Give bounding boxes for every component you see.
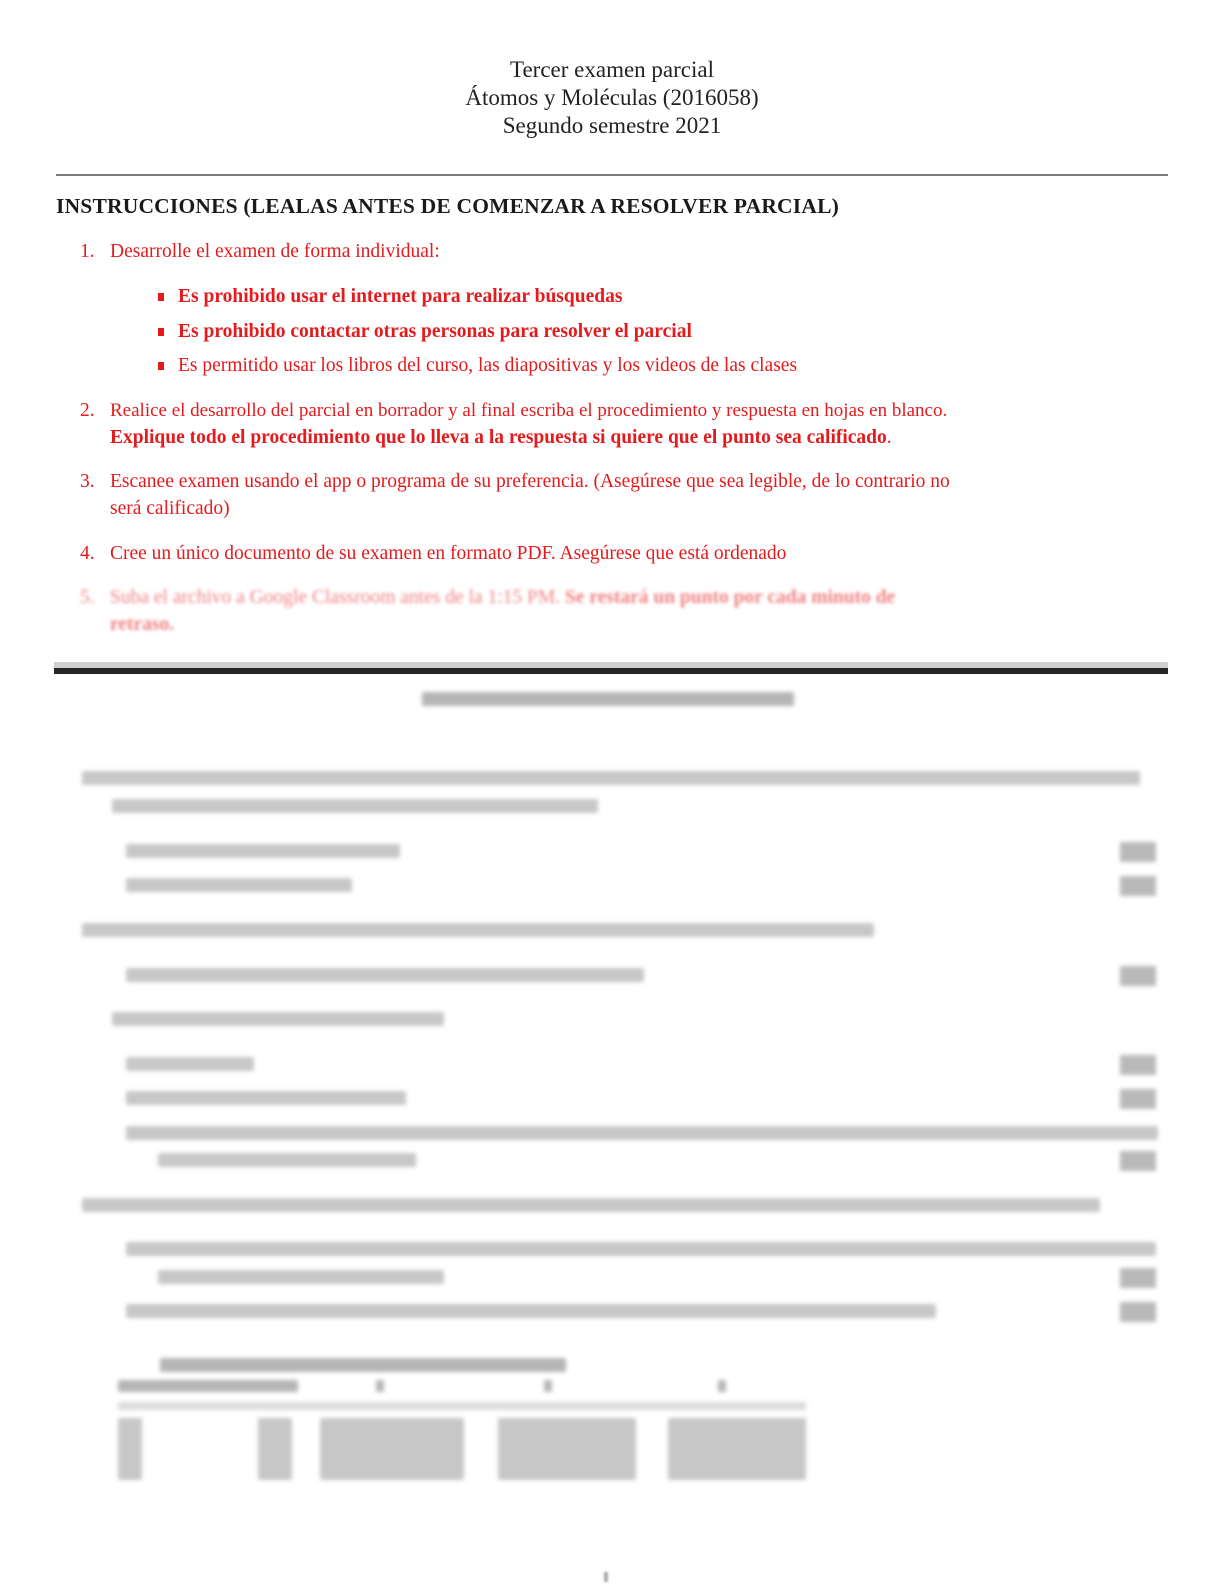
blurred-line (112, 799, 598, 813)
semester: Segundo semestre 2021 (502, 113, 722, 138)
blurred-points (1120, 966, 1156, 986)
blurred-line (126, 1057, 254, 1071)
item-text: Escanee examen usando el app o programa de su preferencia. (Asegúrese que sea legible, de lo contrario no (110, 471, 950, 492)
blurred-table-rows (320, 1418, 464, 1480)
blurred-line (82, 1198, 1100, 1212)
item-bold-cont: retraso. (110, 614, 175, 635)
page-number (604, 1572, 608, 1582)
blurred-line (82, 771, 1140, 785)
item-number: 5. (80, 587, 95, 608)
item-text: Suba el archivo a Google Classroom antes de la 1:15 PM. (110, 587, 561, 608)
bullet-icon (158, 328, 164, 336)
blurred-table-title (160, 1358, 566, 1372)
blurred-points (1120, 876, 1156, 896)
blurred-points (1120, 1268, 1156, 1288)
bullet-text: Es prohibido contactar otras personas para resolver el parcial (178, 321, 692, 342)
item-tail: . (886, 427, 892, 448)
blurred-line (126, 878, 352, 892)
blurred-line (126, 1126, 1158, 1140)
bullet-text: Es prohibido usar el internet para realizar búsquedas (178, 286, 623, 307)
blurred-points (1120, 1089, 1156, 1109)
blurred-table-rows (498, 1418, 636, 1480)
blurred-table-header (718, 1380, 726, 1392)
blurred-table-header (544, 1380, 552, 1392)
item-number: 1. (80, 241, 95, 262)
item-text: Cree un único documento de su examen en formato PDF. Asegúrese que está ordenado (110, 543, 787, 564)
bullet-icon (158, 293, 164, 301)
blurred-table-rows (668, 1418, 806, 1480)
blurred-line (126, 1091, 406, 1105)
bullet-icon (158, 362, 164, 370)
blurred-line (82, 923, 874, 937)
blurred-table-rows (258, 1418, 292, 1480)
item-text: Desarrolle el examen de forma individual: (110, 241, 440, 262)
section-divider (54, 668, 1168, 674)
blurred-points (1120, 1055, 1156, 1075)
blurred-line (126, 1304, 936, 1318)
blurred-line (158, 1153, 416, 1167)
blurred-line (158, 1270, 444, 1284)
item-number: 3. (80, 471, 95, 492)
exam-title: Tercer examen parcial (510, 57, 714, 82)
instructions-heading: INSTRUCCIONES (LEALAS ANTES DE COMENZAR A RESOLVER PARCIAL) (56, 194, 839, 218)
blurred-line (112, 1012, 444, 1026)
item-bold-text: Explique todo el procedimiento que lo lleva a la respuesta si quiere que el punto sea calificado (110, 427, 887, 448)
item-number: 4. (80, 543, 95, 564)
item-text: Realice el desarrollo del parcial en borrador y al final escriba el procedimiento y respuesta en hojas en blanco. (110, 400, 948, 421)
header-divider (56, 174, 1168, 176)
blurred-table-rule (118, 1402, 806, 1410)
blurred-line (126, 968, 644, 982)
blurred-points (1120, 1302, 1156, 1322)
bullet-text: Es permitido usar los libros del curso, las diapositivas y los videos de las clases (178, 355, 798, 376)
blurred-table-header (376, 1380, 384, 1392)
blurred-points (1120, 842, 1156, 862)
blurred-table-rows (118, 1418, 142, 1480)
exam-header (0, 56, 1224, 140)
blurred-line (126, 1242, 1156, 1256)
blurred-table-header (118, 1380, 298, 1392)
course-name: Átomos y Moléculas (2016058) (465, 85, 759, 110)
blurred-points (1120, 1151, 1156, 1171)
blurred-line (422, 692, 794, 706)
item-bold-text: Se restará un punto por cada minuto de (564, 587, 896, 608)
item-text-cont: será calificado) (110, 498, 230, 519)
item-number: 2. (80, 400, 95, 421)
blurred-line (126, 844, 400, 858)
